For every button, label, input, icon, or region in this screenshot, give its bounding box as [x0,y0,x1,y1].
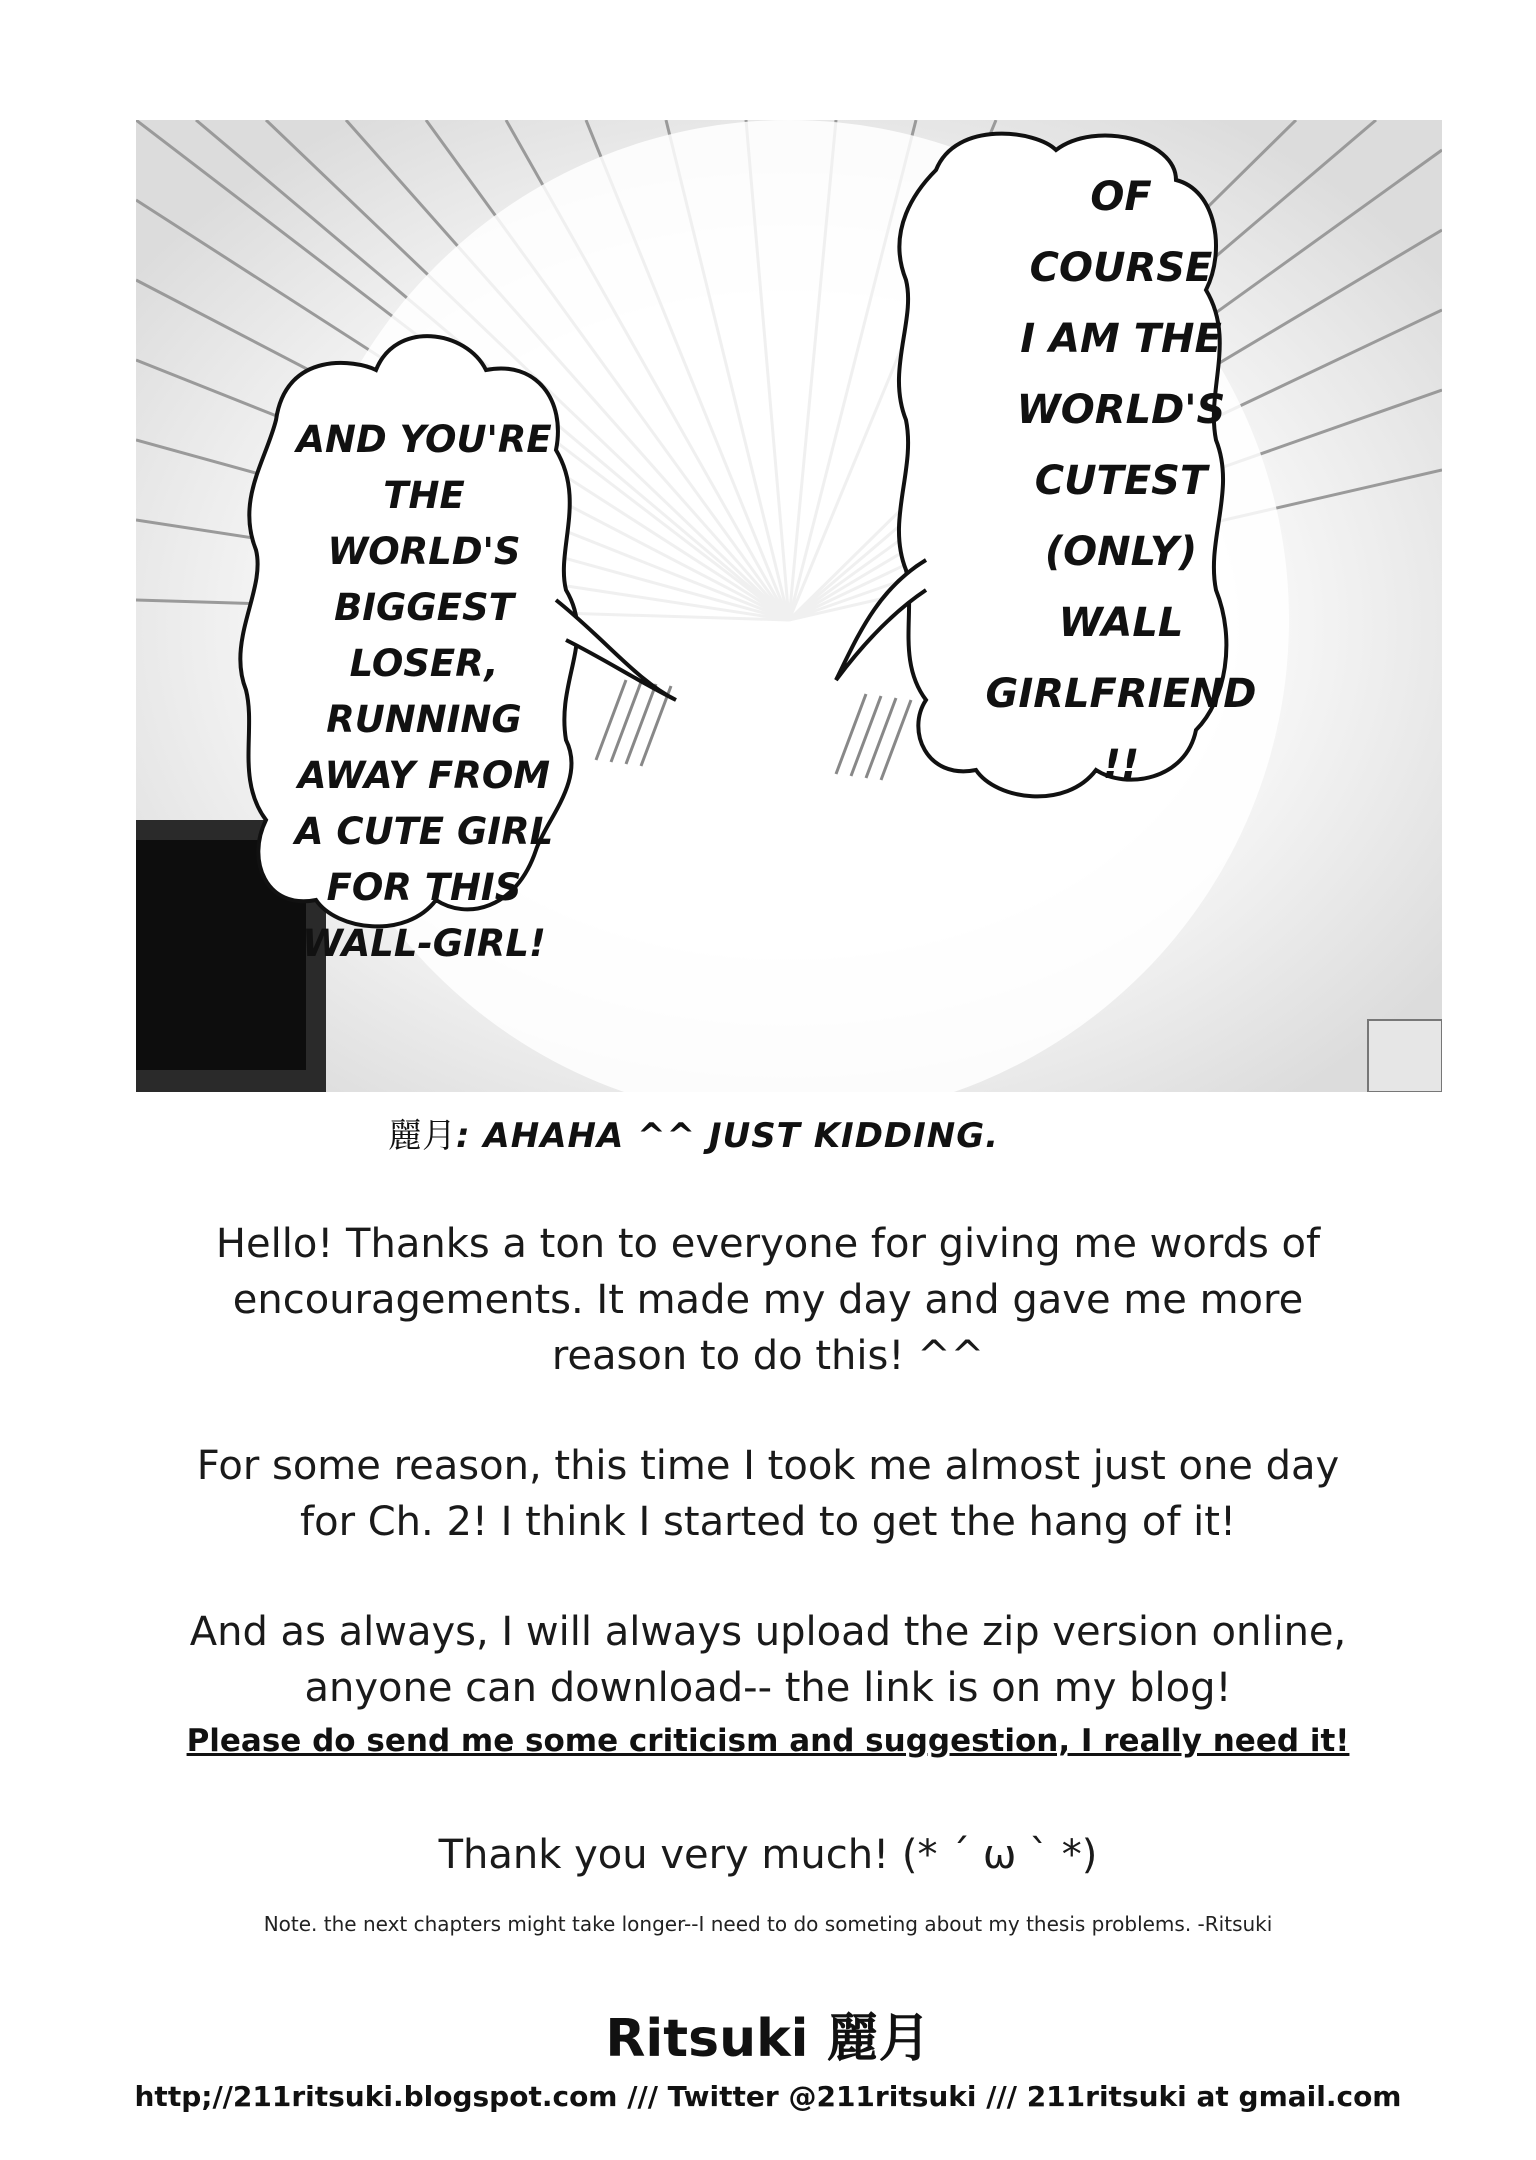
caption-text: : AHAHA ^^ JUST KIDDING. [456,1116,1000,1156]
manga-panel [136,120,1442,1092]
message-emphasis: Please do send me some criticism and suggestion, I really need it! [186,1723,1350,1759]
message-paragraph-2: For some reason, this time I took me almost just one day for Ch. 2! I think I started to get the hang of it! [196,1443,1340,1545]
left-bubble-text: AND YOU'RE THE WORLD'S BIGGEST LOSER, RUNNING AWAY FROM A CUTE GIRL FOR THIS WALL-GIRL! [294,418,554,965]
desk-corner [1368,1020,1442,1092]
caption-name: 麗月 [388,1116,456,1156]
thanks-line: Thank you very much! (* ´ ω ` *) [438,1832,1098,1878]
message-paragraph-1: Hello! Thanks a ton to everyone for giving me words of encouragements. It made my day and gave me more reason to do this! ^^ [215,1221,1321,1379]
panel-caption [388,1108,999,1157]
right-bubble-text: OF COURSE I AM THE WORLD'S CUTEST (ONLY) WALL GIRLFRIEND !! [985,174,1257,788]
footnote: Note. the next chapters might take longer--I need to do someting about my thesis problems. -Ritsuki [263,1912,1273,1936]
message-paragraph-3: And as always, I will always upload the zip version online, anyone can download-- the link is on my blog! [189,1609,1347,1711]
signature: Ritsuki 麗月 [605,2009,931,2069]
contact-links: http;//211ritsuki.blogspot.com /// Twitter @211ritsuki /// 211ritsuki at gmail.com [134,2080,1402,2113]
